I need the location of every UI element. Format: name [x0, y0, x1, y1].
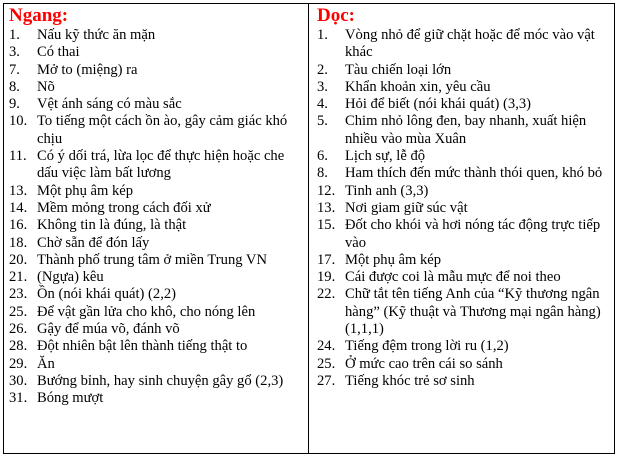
clue-number: 10. [9, 113, 28, 130]
clue-item [9, 200, 304, 217]
clue-item [9, 286, 304, 303]
clue-text: Một phụ âm kép [37, 182, 134, 199]
down-heading: Dọc: [317, 5, 355, 26]
clue-number: 16. [9, 217, 28, 234]
clue-item [9, 44, 304, 61]
clue-number: 25. [9, 303, 28, 320]
clue-number: 30. [9, 372, 28, 389]
clue-number: 8. [9, 78, 20, 95]
clue-number: 27. [317, 372, 336, 389]
clue-text: Nõ [37, 78, 55, 95]
clue-number: 6. [317, 148, 328, 165]
clue-text: Ồn (nói khái quát) (2,2) [37, 286, 177, 303]
clue-item [9, 356, 304, 373]
clue-number: 19. [317, 269, 336, 286]
clue-text: Vòng nhỏ để giữ chặt hoặc để móc vào vật khác [345, 27, 595, 61]
clue-text: Thành phố trung tâm ở miền Trung VN [37, 251, 268, 268]
clue-number: 24. [317, 338, 336, 355]
clue-number: 7. [9, 61, 20, 78]
clue-text: Nấu kỹ thức ăn mặn [37, 27, 156, 43]
clue-item [317, 373, 610, 390]
clue-item [9, 96, 304, 113]
clue-text: To tiếng một cách ồn ào, gây cảm giác khó chịu [37, 113, 288, 147]
clue-number: 11. [9, 148, 27, 165]
clue-text: Đột nhiên bật lên thành tiếng thật to [37, 338, 248, 355]
clue-number: 12. [317, 182, 336, 199]
clue-text: Chim nhỏ lông đen, bay nhanh, xuất hiện nhiều vào mùa Xuân [345, 113, 587, 147]
across-heading: Ngang: [9, 5, 69, 26]
clue-item [9, 113, 304, 148]
clue-text: Tinh anh (3,3) [345, 182, 429, 199]
clue-text: Mềm mỏng trong cách đối xử [37, 199, 211, 216]
clue-text: Ở mức cao trên cái so sánh [345, 355, 503, 372]
clue-number: 15. [317, 217, 336, 234]
clue-text: Có thai [37, 44, 80, 61]
clue-text: Chữ tắt tên tiếng Anh của “Kỹ thương ngân hàng” (Kỹ thuật và Thương mại ngân hàng) (1,1,1) [345, 286, 601, 338]
clue-item [317, 165, 610, 182]
clue-item [9, 217, 304, 234]
clue-number: 26. [9, 321, 28, 338]
clue-item [317, 62, 610, 79]
clue-number: 5. [317, 113, 328, 130]
clue-number: 18. [9, 234, 28, 251]
clue-text: Khẩn khoản xin, yêu cầu [345, 78, 491, 95]
clue-item [9, 235, 304, 252]
clue-text: Một phụ âm kép [345, 251, 442, 268]
clue-item [9, 183, 304, 200]
clue-number: 4. [317, 96, 328, 113]
clue-item [317, 217, 610, 252]
clue-number: 3. [9, 44, 20, 61]
clue-item [9, 269, 304, 286]
down-column [309, 4, 614, 453]
clue-item [317, 269, 610, 286]
clue-item [9, 321, 304, 338]
clue-text: Tàu chiến loại lớn [345, 61, 452, 78]
clue-item [317, 113, 610, 148]
clue-item [317, 183, 610, 200]
clue-text: Để vật gần lửa cho khô, cho nóng lên [37, 303, 256, 320]
clue-text: Vệt ánh sáng có màu sắc [37, 96, 182, 113]
clue-number: 29. [9, 355, 28, 372]
clue-text: Tiếng khóc trẻ sơ sinh [345, 372, 475, 389]
clue-item [9, 79, 304, 96]
down-clue-list [317, 27, 610, 390]
clue-item [9, 252, 304, 269]
clue-text: Lịch sự, lễ độ [345, 148, 426, 165]
clue-item [317, 338, 610, 355]
clue-number: 28. [9, 338, 28, 355]
clue-text: Bóng mượt [37, 390, 104, 407]
clue-number: 13. [317, 199, 336, 216]
clue-number: 23. [9, 286, 28, 303]
clue-item [317, 148, 610, 165]
clue-text: (Ngựa) kêu [37, 269, 104, 286]
clue-number: 1. [317, 27, 328, 43]
clue-text: Ham thích đến mức thành thói quen, khó bỏ [345, 165, 603, 182]
across-column [4, 4, 309, 453]
clue-text: Chờ sẵn để đón lấy [37, 234, 150, 251]
clue-number: 21. [9, 269, 28, 286]
clue-item [9, 148, 304, 183]
clue-item [9, 390, 304, 407]
clue-number: 1. [9, 27, 20, 43]
clue-text: Bướng bỉnh, hay sinh chuyện gây gổ (2,3) [37, 372, 284, 389]
clue-text: Cái được coi là mẫu mực để noi theo [345, 269, 561, 286]
clue-item [317, 286, 610, 338]
clue-number: 13. [9, 182, 28, 199]
clue-item [9, 62, 304, 79]
clue-table [3, 3, 615, 454]
clue-text: Có ý dối trá, lừa lọc để thực hiện hoặc che dấu việc làm bất lương [37, 148, 285, 182]
clue-item [9, 27, 304, 44]
clue-item [317, 27, 610, 62]
clue-item [317, 252, 610, 269]
clue-item [317, 79, 610, 96]
clue-item [9, 304, 304, 321]
clue-item [317, 200, 610, 217]
across-clue-list [9, 27, 304, 408]
clue-item [317, 96, 610, 113]
clue-text: Tiếng đệm trong lời ru (1,2) [345, 338, 509, 355]
clue-number: 25. [317, 355, 336, 372]
clue-text: Đốt cho khói và hơi nóng tác động trực tiếp vào [345, 217, 601, 251]
clue-text: Ăn [37, 355, 55, 372]
clue-item [9, 338, 304, 355]
clue-number: 14. [9, 199, 28, 216]
clue-text: Hỏi để biết (nói khái quát) (3,3) [345, 96, 532, 113]
clue-text: Nơi giam giữ súc vật [345, 199, 468, 216]
clue-text: Không tin là đúng, là thật [37, 217, 187, 234]
clue-number: 20. [9, 251, 28, 268]
clue-number: 31. [9, 390, 28, 407]
clue-item [317, 356, 610, 373]
clue-number: 22. [317, 286, 336, 303]
clue-number: 8. [317, 165, 328, 182]
clue-text: Mở to (miệng) ra [37, 61, 138, 78]
clue-number: 3. [317, 78, 328, 95]
clue-text: Gậy để múa võ, đánh võ [37, 321, 180, 338]
clue-item [9, 373, 304, 390]
clue-number: 9. [9, 96, 20, 113]
clue-number: 17. [317, 251, 336, 268]
clue-number: 2. [317, 61, 328, 78]
